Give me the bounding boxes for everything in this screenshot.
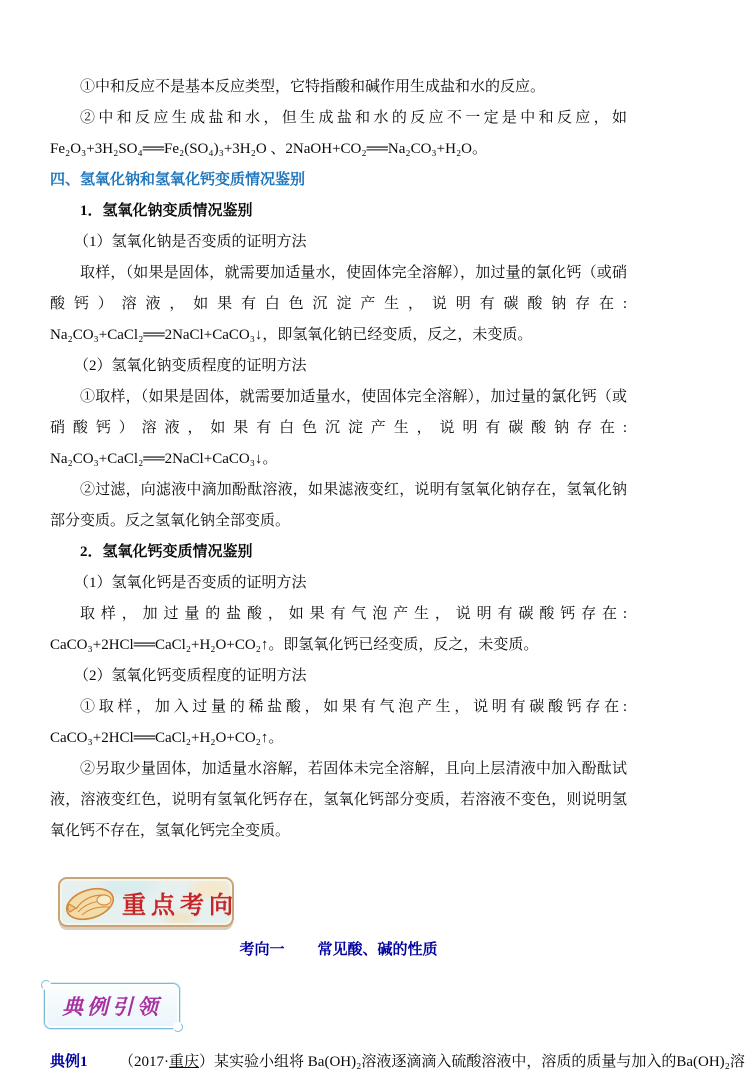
note-paragraph-1: ①中和反应不是基本反应类型，它特指酸和碱作用生成盐和水的反应。 (80, 79, 546, 95)
example-1-label: 典例1 (50, 1054, 88, 1070)
subsection-2-q2-title: （2）氢氧化钙变质程度的证明方法 (74, 668, 307, 684)
subsection-2-heading: 2．氢氧化钙变质情况鉴别 (80, 544, 253, 560)
example-1-source-prefix: （2017· (119, 1054, 170, 1070)
key-focus-badge (58, 877, 238, 927)
conch-shell-icon (62, 880, 118, 924)
focus-direction-title: 常见酸、碱的性质 (317, 942, 438, 958)
note-paragraph-2: ②中和反应生成盐和水，但生成盐和水的反应不一定是中和反应，如 Fe₂O₃+3H₂SO₄══Fe₂(SO₄)₃+3H₂O 、2NaOH+CO₂══Na₂CO₃+H₂O。 (50, 110, 627, 157)
subsection-2-q2-step-1: ①取样，加入过量的稀盐酸，如果有气泡产生，说明有碳酸钙存在: CaCO₃+2HCl══CaCl₂+H₂O+CO₂↑。 (50, 699, 627, 746)
subsection-1-q1-body: 取样，（如果是固体，就需要加适量水，使固体完全溶解），加过量的氯化钙（或硝酸钙）溶液，如果有白色沉淀产生，说明有碳酸钠存在: Na₂CO₃+CaCl₂══2NaCl+CaCO₃↓，即氢氧化钠已经变质，反之，未变质。 (50, 265, 627, 343)
section-heading-4: 四、氢氧化钠和氢氧化钙变质情况鉴别 (50, 172, 306, 188)
key-focus-badge-label: 重点考向 (122, 892, 238, 919)
example-lead-badge (44, 983, 180, 1029)
example-1-line (50, 1047, 745, 1078)
subsection-1-q2-step-2: ②过滤，向滤液中滴加酚酞溶液，如果滤液变红，说明有氢氧化钠存在，氢氧化钠部分变质。反之氢氧化钠全部变质。 (50, 482, 627, 529)
example-1-source-city: 重庆 (169, 1054, 200, 1070)
focus-direction-line (50, 937, 627, 963)
subsection-1-q2-step-1: ①取样，（如果是固体，就需要加适量水，使固体完全溶解），加过量的氯化钙（或硝酸钙）溶液，如果有白色沉淀产生，说明有碳酸钠存在: Na₂CO₃+CaCl₂══2NaCl+CaCO₃↓。 (50, 389, 627, 467)
subsection-2-q1-body: 取样，加过量的盐酸，如果有气泡产生，说明有碳酸钙存在: CaCO₃+2HCl══CaCl₂+H₂O+CO₂↑。即氢氧化钙已经变质，反之，未变质。 (50, 606, 627, 653)
example-1-text: ）某实验小组将 Ba(OH)₂溶液逐滴滴入硫酸溶液中，溶质的质量与加入的Ba(OH)₂溶 (199, 1054, 745, 1070)
subsection-1-q2-title: （2）氢氧化钠变质程度的证明方法 (74, 358, 307, 374)
subsection-2-q1-title: （1）氢氧化钙是否变质的证明方法 (74, 575, 307, 591)
example-lead-badge-label: 典例引领 (62, 995, 162, 1019)
subsection-2-q2-step-2: ②另取少量固体，加适量水溶解，若固体未完全溶解，且向上层清液中加入酚酞试液，溶液变红色，说明有氢氧化钙存在，氢氧化钙部分变质，若溶液不变色，则说明氢氧化钙不存在，氢氧化钙完全变质。 (50, 761, 627, 839)
subsection-1-heading: 1．氢氧化钠变质情况鉴别 (80, 203, 253, 219)
focus-direction-label: 考向一 (239, 942, 285, 958)
subsection-1-q1-title: （1）氢氧化钠是否变质的证明方法 (74, 234, 307, 250)
